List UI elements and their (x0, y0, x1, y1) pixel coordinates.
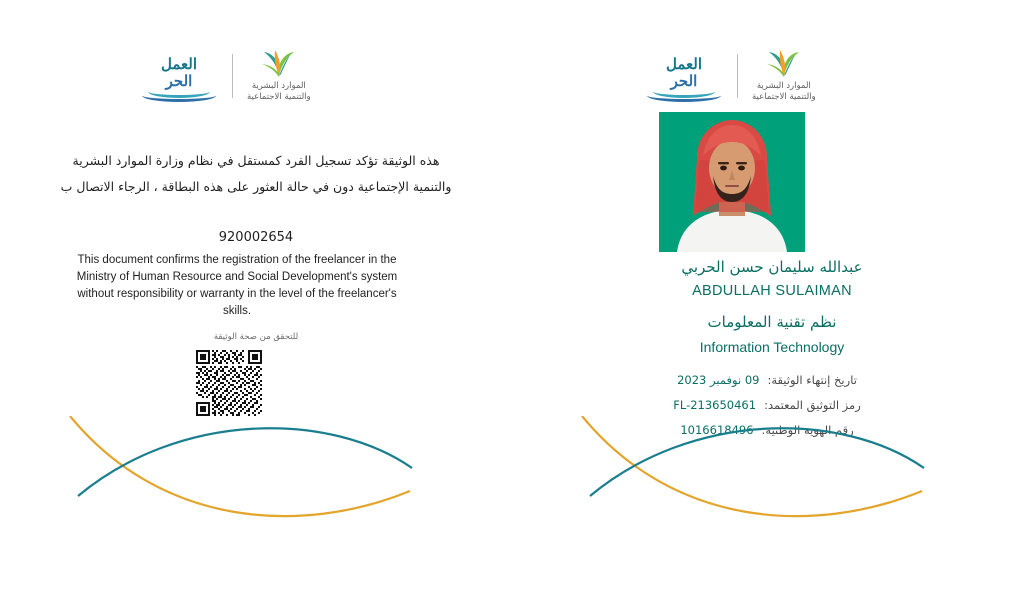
field-row-expiry (572, 368, 962, 393)
holder-name-english: ABDULLAH SULAIMAN (692, 283, 852, 299)
logo-divider-back (737, 54, 738, 98)
verify-label: للتحقق من صحة الوثيقة (213, 332, 299, 342)
field-value-expiry: 09 نوفمبر 2023 (677, 373, 760, 387)
ministry-logo-icon (252, 48, 306, 78)
decorative-swoosh-back (512, 416, 1024, 536)
front-arabic-paragraph: هذه الوثيقة تؤكد تسجيل الفرد كمستقل في نظام وزارة الموارد البشرية والتنمية الإجتماعية دون في حالة العثور على هذه البطاقة ، الرجاء الاتصال ب (60, 153, 452, 194)
field-row-certification-code (572, 393, 962, 418)
holder-photo (659, 112, 805, 252)
field-value-national-id: 1016618496 (680, 423, 754, 437)
holder-job-english: Information Technology (699, 339, 845, 355)
freelance-logo-icon (140, 53, 218, 99)
ministry-logo-line2-back: والتنمية الاجتماعية (752, 92, 816, 102)
freelance-logo-word-top-back: العمل (665, 55, 702, 73)
decorative-swoosh-front (0, 416, 512, 536)
field-value-certification-code: FL-213650461 (673, 398, 757, 412)
field-label-certification-code: رمز التوثيق المعتمد: (764, 398, 861, 412)
ministry-logo-text (247, 81, 311, 103)
ministry-logo (247, 48, 311, 103)
qr-code[interactable] (196, 350, 262, 416)
freelance-logo-word-bottom-back: الحر (670, 72, 698, 90)
field-label-expiry: تاريخ إنتهاء الوثيقة: (767, 373, 857, 387)
freelance-logo-swoosh-blue-back (647, 89, 721, 102)
freelance-logo-word-bottom: الحر (165, 72, 193, 90)
holder-job-arabic: نظم تقنية المعلومات (707, 313, 837, 331)
front-english-paragraph: This document confirms the registration of the freelancer in the Ministry of Human Resource and Social Development's system without responsibility or warranty in the level of the freelancer's skills. (76, 254, 398, 317)
freelance-logo-word-top: العمل (160, 55, 197, 73)
ministry-logo-back (752, 48, 816, 103)
freelance-logo-icon-back (645, 53, 723, 99)
logo-divider (232, 54, 233, 98)
field-label-national-id: رقم الهوية الوطنية: (761, 423, 854, 437)
holder-name-arabic: عبدالله سليمان حسن الحربي (681, 258, 863, 276)
logo-row-front (140, 48, 311, 103)
ministry-logo-line2: والتنمية الاجتماعية (247, 92, 311, 102)
ministry-logo-line1-back: الموارد البشرية (756, 81, 811, 91)
front-contact-phone: 920002654 (218, 230, 294, 245)
document-back-card (512, 0, 1024, 596)
ministry-logo-icon-back (757, 48, 811, 78)
freelance-logo-swoosh-blue (142, 89, 216, 102)
ministry-logo-text-back (752, 81, 816, 103)
logo-row-back (645, 48, 816, 103)
ministry-logo-line1: الموارد البشرية (251, 81, 306, 91)
